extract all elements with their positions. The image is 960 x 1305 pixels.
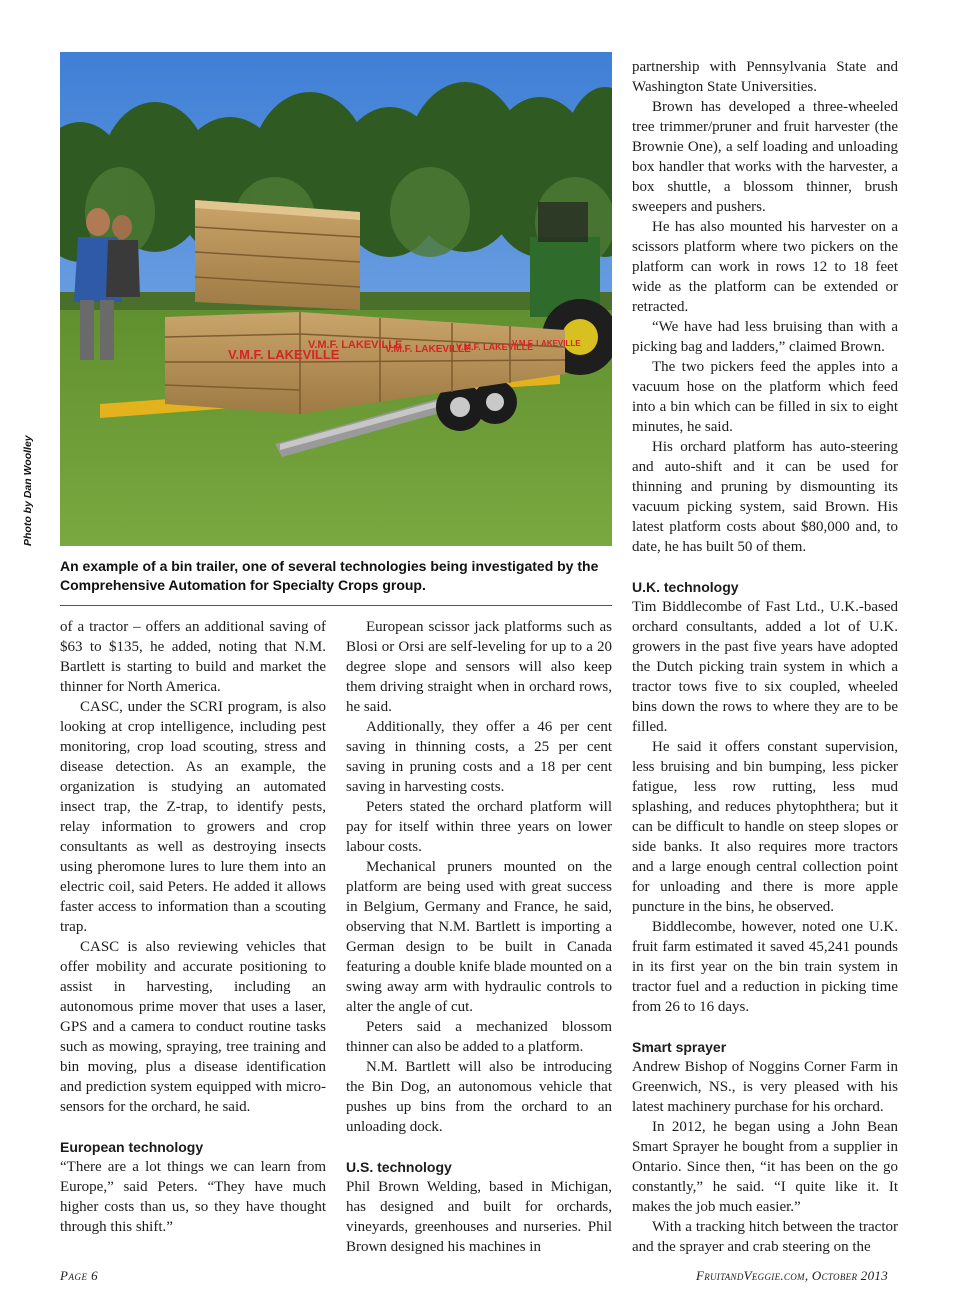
photo-credit: Photo by Dan Woolley [22,435,34,546]
bin-trailer-photo [60,52,612,546]
section-heading: U.K. technology [632,579,739,595]
paragraph: His orchard platform has auto-steering and auto-shift and it can be used for thinning and pruning by dismounting its vacuum picking system, said Brown. His latest platform costs about $80,000 and, to date, he has built 50 of them. [632,439,898,555]
issue-footer: FruitandVeggie.com, October 2013 [695,1268,888,1283]
paragraph: Mechanical pruners mounted on the platform are being used with great success in Belgium, Germany and France, he said, observing that N.M. Bartlett is importing a German design to be built in Canada featuring a double knife blade mounted on a swing away arm with hydraulic controls to alter the angle of cut. [346,859,612,1015]
page-number: Page 6 [60,1268,99,1283]
section-heading: European technology [60,1139,204,1155]
section-heading: U.S. technology [346,1159,452,1175]
paragraph: CASC is also reviewing vehicles that offer mobility and accurate positioning to assist in harvesting, including an autonomous prime mover that uses a laser, GPS and a camera to conduct routine tasks such as mowing, spraying, tree training and bin moving, plus a disease identification and prediction system equipped with micro-sensors for the orchard, he said. [60,939,326,1115]
paragraph: Andrew Bishop of Noggins Corner Farm in Greenwich, NS., is very pleased with his latest machinery purchase for his orchard. [632,1059,898,1115]
paragraph: Tim Biddlecombe of Fast Ltd., U.K.-based orchard consultants, added a lot of U.K. growers in the past five years have adopted the Dutch picking train system in which a tractor tows five to six coupled, wheeled bins down the rows to where they are to be filled. [632,599,898,735]
paragraph: Brown has developed a three-wheeled tree trimmer/pruner and fruit harvester (the Brownie One), a self loading and unloading box handler that works with the harvester, a box shuttle, a blossom thinner, brush sweepers and pushers. [632,99,898,215]
paragraph: European scissor jack platforms such as Blosi or Orsi are self-leveling for up to a 20 degree slope and sensors will also keep them driving straight when in orchard rows, he said. [346,619,612,715]
photo-caption: An example of a bin trailer, one of several technologies being investigated by the Comprehensive Automation for Specialty Crops group. [60,558,599,593]
paragraph: Additionally, they offer a 46 per cent saving in thinning costs, a 25 per cent saving in pruning costs and a 18 per cent saving in harvesting costs. [346,719,612,795]
paragraph: of a tractor – offers an additional saving of $63 to $135, he added, noting that N.M. Bartlett is starting to build and market the thinner for North America. [60,619,326,695]
paragraph: Phil Brown Welding, based in Michigan, has designed and built for orchards, vineyards, greenhouses and nurseries. Phil Brown designed his machines in [346,1179,612,1255]
column-3 [632,57,898,1257]
column-1 [60,617,326,1237]
paragraph: partnership with Pennsylvania State and Washington State Universities. [632,59,898,95]
bin-label: V.M.F. LAKEVILLE [456,342,534,352]
paragraph: “There are a lot things we can learn from Europe,” said Peters. “They have much higher costs than us, so they have thought through this shift.” [60,1159,326,1235]
bin-label: V.M.F. LAKEVILLE [308,339,403,351]
paragraph: CASC, under the SCRI program, is also looking at crop intelligence, including pest monitoring, crop load scouting, stress and disease detection. As an example, the organization is studying an automated insect trap, the Z-trap, to identify pests, relay information to growers and crop consultants as well as destroying insects using pheromone lures to lure them into an electric coil, said Peters. He added it allows faster access to information than a scouting trap. [60,699,326,935]
bin-label: V.M.F. LAKEVILLE [385,344,471,355]
paragraph: Peters stated the orchard platform will pay for itself within three years on lower labour costs. [346,799,612,855]
paragraph: Biddlecombe, however, noted one U.K. fruit farm estimated it saved 45,241 pounds in its first year on the bin train system in tractor fuel and a reduction in picking time from 26 to 16 days. [632,919,898,1015]
paragraph: The two pickers feed the apples into a vacuum hose on the platform which feed into a bin which can be filled in six to eight minutes, he said. [632,359,898,435]
column-2 [346,617,612,1257]
paragraph: “We have had less bruising than with a picking bag and ladders,” claimed Brown. [632,319,898,355]
paragraph: He has also mounted his harvester on a scissors platform where two pickers on the platform can work in rows 12 to 18 feet wide as the platform can be extended or retracted. [632,219,898,315]
paragraph: Peters said a mechanized blossom thinner can also be added to a platform. [346,1019,612,1055]
paragraph: He said it offers constant supervision, less bruising and bin bumping, less picker fatigue, less row rutting, less mud splashing, and reduces phytophthera; but it can be difficult to handle on steep slopes or side banks. It also requires more tractors and a large enough central collection point for unloading and there is more apple puncture in the bins, he observed. [632,739,898,915]
caption-divider [60,605,612,606]
article-photo [60,52,612,546]
paragraph: In 2012, he began using a John Bean Smart Sprayer he bought from a supplier in Ontario. Since then, “it has been on the go constantly,” he said. “I quite like it. It makes the job much easier.” [632,1119,898,1215]
paragraph: N.M. Bartlett will also be introducing the Bin Dog, an autonomous vehicle that pushes up bins from the orchard to an unloading dock. [346,1059,612,1135]
paragraph: With a tracking hitch between the tractor and the sprayer and crab steering on the [632,1219,898,1255]
section-heading: Smart sprayer [632,1039,727,1055]
bin-label: V.M.F. LAKEVILLE [228,347,340,362]
bin-label: V.M.F. LAKEVILLE [512,339,581,348]
